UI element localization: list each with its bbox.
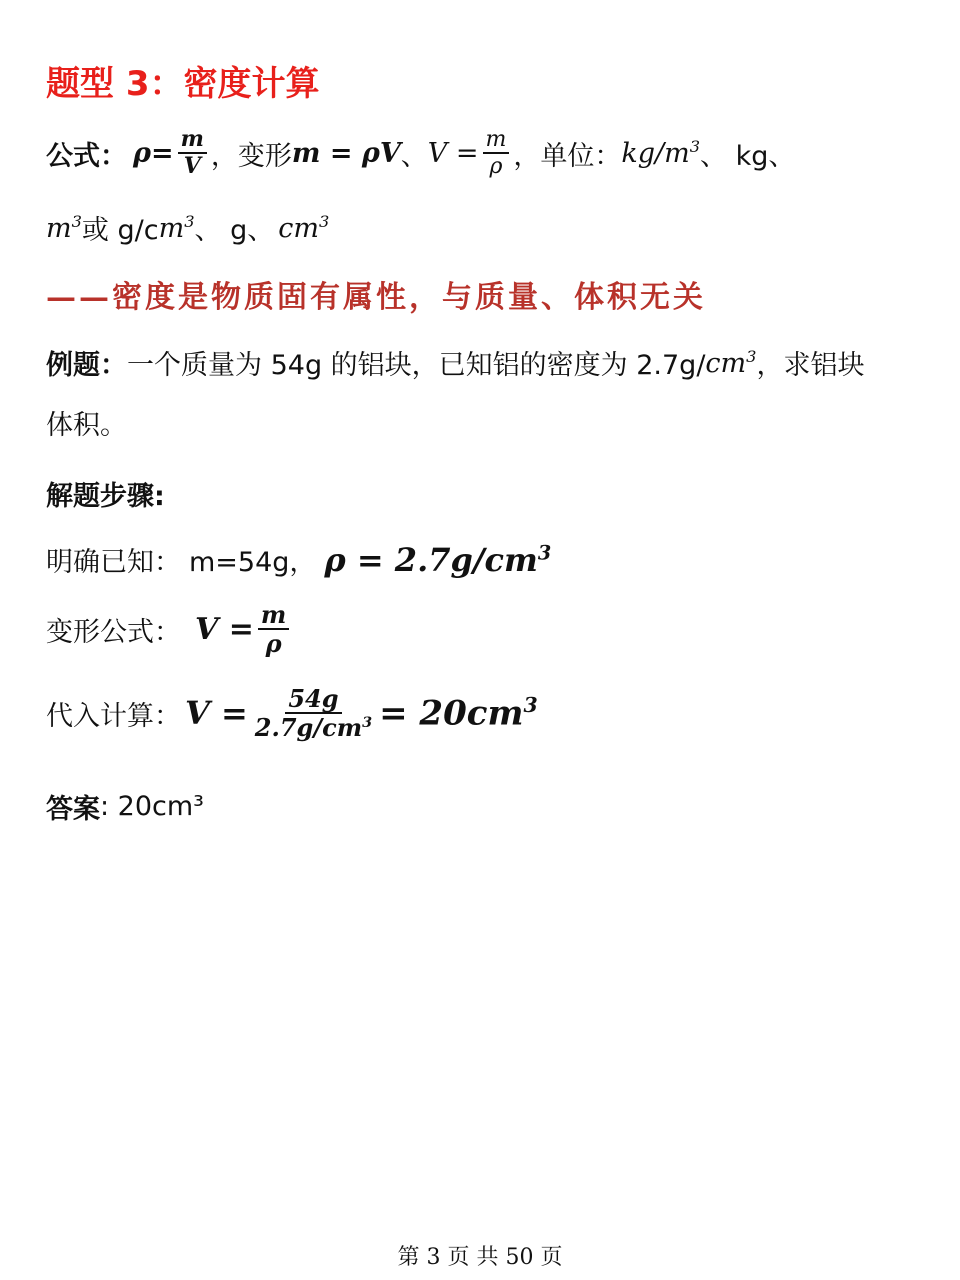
substitute-label: 代入计算：: [46, 700, 181, 732]
page-footer: 第 3 页 共 50 页: [397, 1245, 563, 1270]
separator: 、: [400, 140, 428, 172]
answer-line: [46, 787, 204, 826]
unit-cm3: $cm^3$: [278, 211, 330, 244]
unit-text-2: 、 g、: [194, 215, 275, 246]
units-line: [46, 208, 329, 247]
rho-symbol: ρ: [133, 137, 151, 169]
transform-lhs: V =: [195, 611, 254, 647]
fraction-denominator: V: [183, 153, 201, 180]
density-value: $\rho = 2.7g/cm^3$: [324, 540, 552, 579]
substitute-lhs: V =: [185, 694, 248, 733]
known-line: [46, 540, 551, 579]
transform-line: [46, 600, 293, 659]
mass-value: m=54g，: [189, 547, 317, 578]
fraction-numerator: m: [258, 602, 289, 630]
density-note: ——密度是物质固有属性，与质量、体积无关: [46, 280, 706, 315]
known-label: 明确已知：: [46, 547, 181, 578]
transform-fraction: [258, 600, 289, 659]
page-title: 题型 3：密度计算: [46, 64, 320, 104]
fraction-numerator: m: [178, 128, 207, 154]
fraction-denominator: ρ: [265, 629, 282, 659]
unit-label: ，单位：: [513, 140, 622, 172]
volume-fraction: [483, 128, 510, 178]
substitute-line: [46, 684, 538, 743]
substitute-fraction: [252, 684, 375, 743]
unit-text: 或 g/c: [81, 215, 159, 246]
steps-label: 解题步骤:: [46, 481, 165, 512]
density-fraction: [178, 128, 207, 178]
fraction-numerator: m: [483, 128, 510, 154]
mass-formula: m = ρV: [291, 137, 401, 169]
example-text: 一个质量为 54g 的铝块，已知铝的密度为 2.7g/: [127, 350, 706, 381]
equals: =: [150, 137, 174, 169]
transform-text: ，变形: [210, 140, 292, 172]
fraction-denominator: $2.7g/cm^3$: [254, 713, 373, 743]
example-text-tail: ，求铝块: [756, 350, 865, 381]
example-line-2: 体积。: [46, 410, 127, 441]
example-unit: $cm^3$: [705, 346, 757, 379]
transform-label: 变形公式：: [46, 616, 181, 648]
fraction-numerator: 54g: [285, 686, 341, 714]
substitute-result: = $20cm^3$: [379, 693, 538, 734]
answer-value: : 20cm³: [100, 791, 205, 822]
unit-cm3-tail: $m^3$: [158, 211, 195, 244]
answer-label: 答案: [46, 794, 100, 825]
example-line: [46, 343, 864, 382]
example-label: 例题：: [46, 350, 127, 381]
volume-lhs: V =: [427, 137, 479, 169]
unit-m3: $m^3$: [46, 211, 82, 244]
formula-line: [46, 128, 795, 178]
unit-kg-m3: $kg/m^3$: [621, 137, 701, 170]
fraction-denominator: ρ: [489, 154, 503, 180]
formula-label: 公式：: [46, 140, 127, 172]
unit-separator: 、 kg、: [700, 140, 796, 172]
